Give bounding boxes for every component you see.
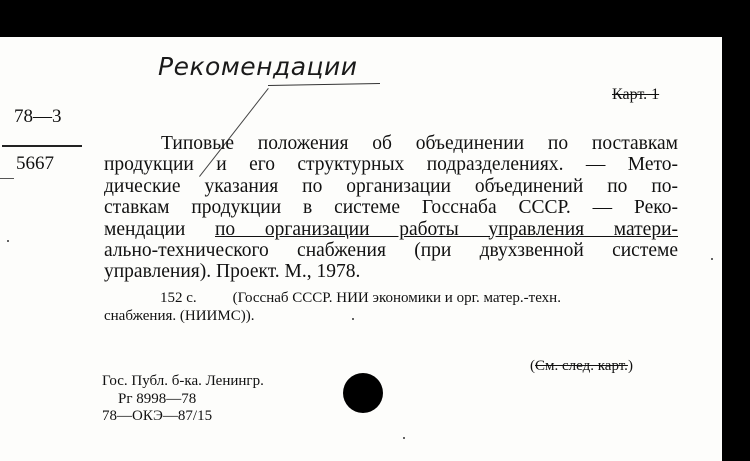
publisher-info: (Госснаб СССР. НИИ экономики и орг. матер.-техн. [232,290,561,306]
card-number-label: Карт. 1 [612,86,660,103]
margin-mark [0,178,14,179]
publication-line: снабжения. (НИИМС)). [104,308,255,324]
catalog-number-divider [2,145,82,147]
publication-line [104,289,670,307]
scan-speck [711,258,713,260]
continuation-note: (См. след. карт.) [530,358,633,374]
library-name: Гос. Публ. б-ка. Ленингр. [102,373,264,389]
publication-details [104,289,670,325]
body-line: ально-технического снабжения (при двухзвенной системе [104,240,678,262]
scan-speck [403,437,405,439]
scan-speck [352,318,354,320]
catalog-number-top: 78—3 [14,106,62,127]
scan-border [722,37,750,461]
underlined-title-part: по организации работы управления матери- [215,218,678,240]
body-line: дические указания по организации объединений по по- [104,175,678,197]
page-count: 152 с. [160,290,197,306]
body-line: Типовые положения об объединении по поставкам [161,133,678,154]
body-line [104,219,678,240]
catalog-number-bottom: 5667 [16,153,54,174]
accession-number: 78—ОКЭ—87/15 [102,408,213,424]
handwritten-annotation: Рекомендации [158,52,358,81]
punch-hole [343,373,383,413]
struck-text: См. след. карт. [535,358,628,374]
shelf-mark: Рг 8998—78 [118,390,197,407]
library-stamp [102,373,264,426]
body-line: ставкам продукции в системе Госснаба СССР. — Реко- [104,197,678,219]
body-line-part: мендации [104,218,215,240]
body-line: продукции и его структурных подразделениях. — Мето- [104,154,678,176]
body-line: управления). Проект. М., 1978. [104,261,361,283]
bibliographic-description [104,133,678,283]
scan-speck [7,240,9,242]
